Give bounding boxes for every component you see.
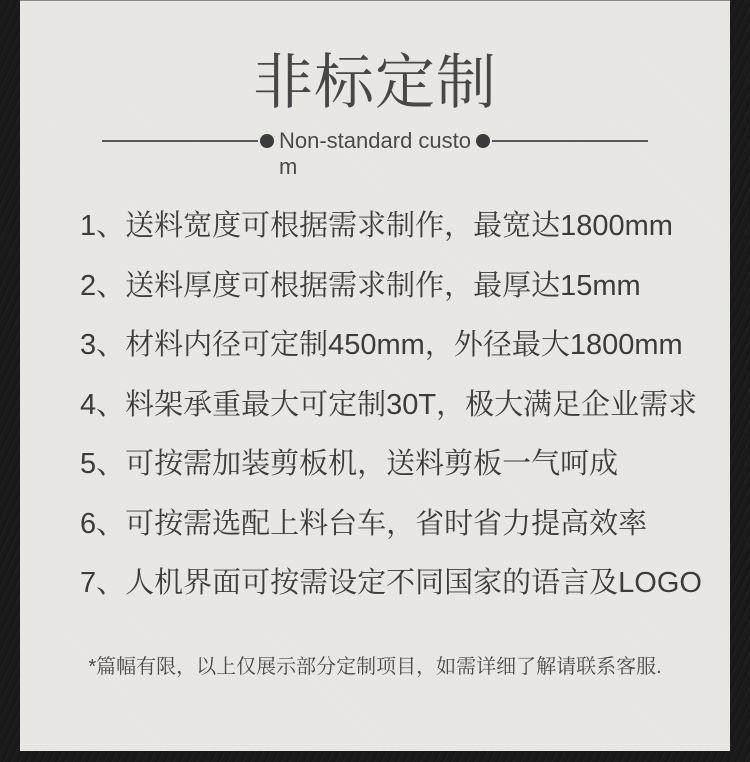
feature-list bbox=[20, 197, 730, 614]
divider-dot-right-icon bbox=[476, 134, 490, 148]
footnote: *篇幅有限，以上仅展示部分定制项目，如需详细了解请联系客服. bbox=[88, 655, 662, 678]
divider-dot-left-icon bbox=[260, 134, 274, 148]
subtitle-divider bbox=[20, 128, 730, 180]
divider-line-right bbox=[492, 140, 648, 142]
content-panel bbox=[20, 0, 730, 751]
subtitle-line1: Non-standard custo bbox=[279, 128, 471, 153]
feature-item-5: 5、可按需加装剪板机，送料剪板一气呵成 bbox=[80, 448, 619, 480]
feature-item-3: 3、材料内径可定制450mm，外径最大1800mm bbox=[80, 329, 683, 361]
feature-item-4: 4、料架承重最大可定制30T，极大满足企业需求 bbox=[80, 388, 698, 421]
page-title: 非标定制 bbox=[253, 49, 497, 116]
subtitle-line2: m bbox=[279, 154, 298, 179]
feature-item-7: 7、人机界面可按需设定不同国家的语言及LOGO bbox=[80, 567, 702, 599]
subtitle-text bbox=[279, 128, 471, 180]
divider-line-left bbox=[102, 140, 258, 142]
feature-item-2: 2、送料厚度可根据需求制作，最厚达15mm bbox=[80, 269, 641, 302]
feature-item-1: 1、送料宽度可根据需求制作，最宽达1800mm bbox=[80, 210, 673, 242]
feature-item-6: 6、可按需选配上料台车，省时省力提高效率 bbox=[80, 507, 648, 540]
